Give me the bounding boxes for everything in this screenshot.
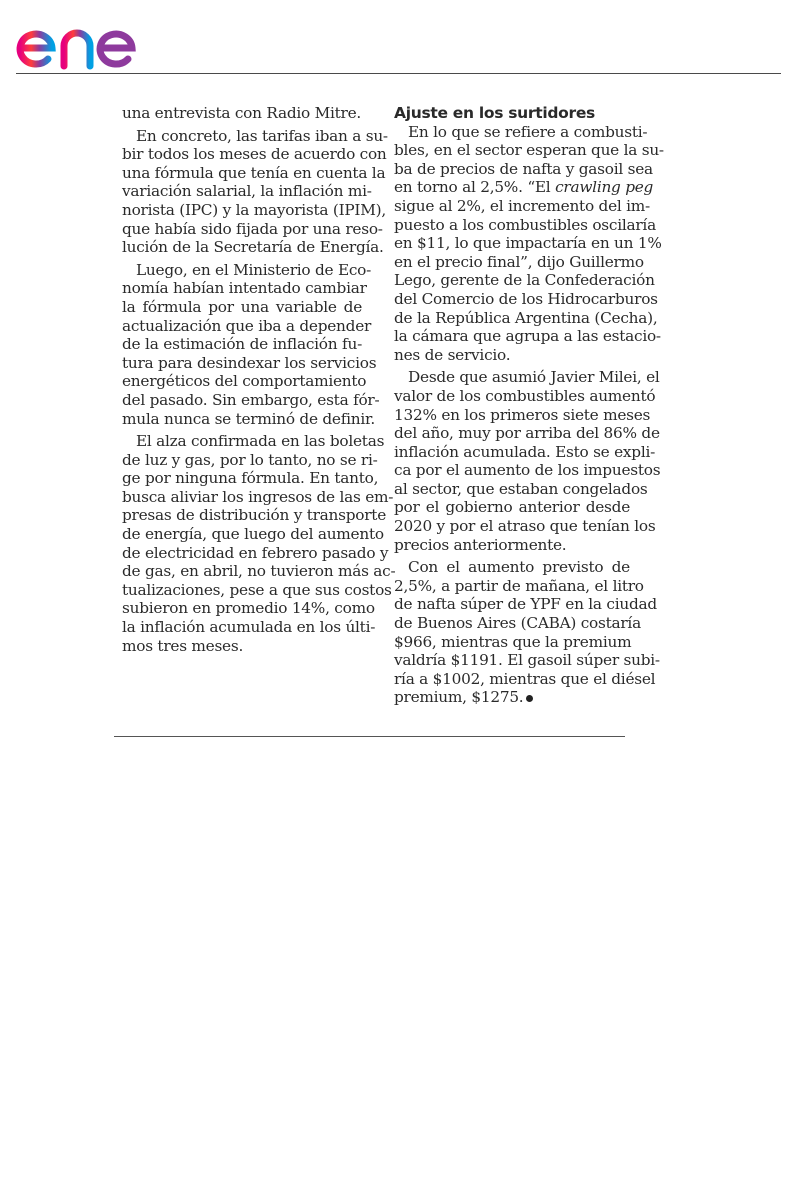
right-column	[394, 104, 664, 707]
text-line: 2020 y por el atraso que tenían los	[394, 517, 656, 536]
text-line: $966, mientras que la premium	[394, 632, 632, 651]
end-mark-icon	[526, 695, 533, 702]
paragraph	[122, 104, 362, 123]
text-line: de nafta súper de YPF en la ciudad	[394, 595, 657, 614]
paragraph	[122, 126, 388, 257]
text-line: precios anteriormente.	[394, 535, 567, 554]
text-line: la inflación acumulada en los últi-	[122, 618, 376, 637]
paragraph	[122, 260, 380, 428]
text-line: de electricidad en febrero pasado y	[122, 543, 389, 562]
text-line: tualizaciones, pese a que sus costos	[122, 580, 392, 599]
text-line: Luego, en el Ministerio de Eco-	[136, 260, 372, 279]
paragraph	[394, 558, 660, 707]
text-line: 132% en los primeros siete meses	[394, 405, 651, 424]
text-line: valdría $1191. El gasoil súper subi-	[394, 651, 660, 670]
text-line: la fórmula por una variable de	[122, 297, 362, 316]
text-line: de gas, en abril, no tuvieron más ac-	[122, 562, 396, 581]
text-line: del pasado. Sin embargo, esta fór-	[122, 390, 380, 409]
text-line: una fórmula que tenía en cuenta la	[122, 163, 386, 182]
text-line: nes de servicio.	[394, 345, 511, 364]
text-line: mula nunca se terminó de definir.	[122, 409, 376, 428]
text-line: valor de los combustibles aumentó	[394, 386, 656, 405]
text-line: premium, $1275.	[394, 688, 630, 707]
text-line: lución de la Secretaría de Energía.	[122, 238, 384, 257]
text-line: ge por ninguna fórmula. En tanto,	[122, 469, 379, 488]
text-line: puesto a los combustibles oscilaría	[394, 215, 656, 234]
text-line: ba de precios de nafta y gasoil sea	[394, 159, 653, 178]
text-line: al sector, que estaban congelados	[394, 479, 648, 498]
text-line: de la estimación de inflación fu-	[122, 335, 362, 354]
text-line: tura para desindexar los servicios	[122, 353, 377, 372]
text-line: sigue al 2%, el incremento del im-	[394, 196, 650, 215]
text-line: una entrevista con Radio Mitre.	[122, 104, 362, 122]
text-line: inflación acumulada. Esto se expli-	[394, 442, 656, 461]
text-line: variación salarial, la inflación mi-	[122, 182, 372, 201]
text-line: mos tres meses.	[122, 636, 244, 655]
subheading: Ajuste en los surtidores	[394, 104, 595, 122]
text-line: 2,5%, a partir de mañana, el litro	[394, 576, 644, 595]
text-line: Lego, gerente de la Confederación	[394, 271, 655, 290]
text-line: en torno al 2,5%. “El crawling peg	[394, 178, 654, 197]
text-line: presas de distribución y transporte	[122, 506, 387, 525]
text-line: en $11, lo que impactaría en un 1%	[394, 234, 662, 253]
text-line: norista (IPC) y la mayorista (IPIM),	[122, 200, 386, 219]
paragraph	[122, 432, 396, 655]
text-line: la cámara que agrupa a las estacio-	[394, 327, 661, 346]
text-line: actualización que iba a depender	[122, 316, 372, 335]
text-line: bles, en el sector esperan que la su-	[394, 141, 664, 160]
text-line: Con el aumento previsto de	[408, 558, 630, 577]
footer-rule	[114, 736, 625, 737]
text-line: Desde que asumió Javier Milei, el	[408, 368, 660, 387]
enel-logo	[16, 10, 178, 70]
text-line: de la República Argentina (Cecha),	[394, 308, 658, 327]
text-line: En lo que se refiere a combusti-	[408, 122, 648, 141]
text-line: En concreto, las tarifas iban a su-	[136, 126, 388, 145]
text-line: en el precio final”, dijo Guillermo	[394, 252, 644, 271]
text-line: busca aliviar los ingresos de las em-	[122, 487, 394, 506]
text-line: de luz y gas, por lo tanto, no se ri-	[122, 450, 378, 469]
text-line: de energía, que luego del aumento	[122, 525, 384, 544]
text-line: ca por el aumento de los impuestos	[394, 461, 661, 480]
text-line: subieron en promedio 14%, como	[122, 599, 375, 618]
header-rule	[16, 73, 781, 74]
text-line: por el gobierno anterior desde	[394, 498, 630, 517]
text-line: que había sido fijada por una reso-	[122, 219, 383, 238]
paragraph	[394, 122, 664, 365]
text-line: El alza confirmada en las boletas	[136, 432, 385, 451]
text-line: del año, muy por arriba del 86% de	[394, 424, 660, 443]
text-line: bir todos los meses de acuerdo con	[122, 145, 387, 164]
text-line: del Comercio de los Hidrocarburos	[394, 289, 658, 308]
text-line: nomía habían intentado cambiar	[122, 279, 367, 298]
text-line: energéticos del comportamiento	[122, 372, 367, 391]
paragraph	[394, 368, 661, 554]
text-line: de Buenos Aires (CABA) costaría	[394, 614, 641, 633]
text-line: ría a $1002, mientras que el diésel	[394, 669, 656, 688]
left-column	[122, 104, 396, 655]
